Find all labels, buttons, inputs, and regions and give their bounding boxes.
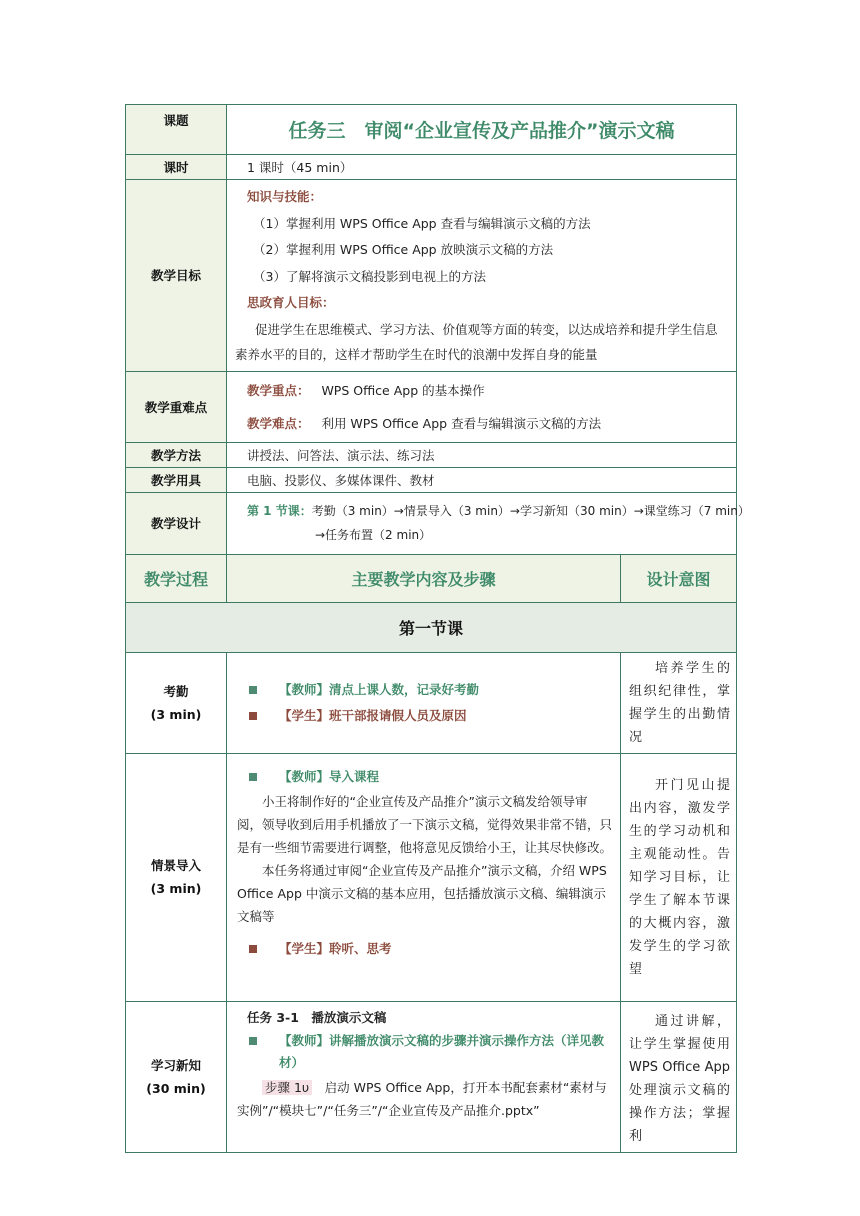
step-text: 启动 WPS Office App，打开本书配套素材“素材与实例”/“模块七”/“任务三”/“企业宣传及产品推介.pptx” bbox=[237, 1079, 607, 1118]
learn-row bbox=[126, 1001, 737, 1152]
knowledge-item: （2）掌握利用 WPS Office App 放映演示文稿的方法 bbox=[253, 242, 554, 257]
column-header-row bbox=[126, 554, 737, 602]
knowledge-heading: 知识与技能： bbox=[247, 189, 323, 204]
intro-row bbox=[126, 753, 737, 1001]
intro-content bbox=[227, 753, 621, 1001]
design-row bbox=[126, 492, 737, 554]
learn-teacher: 【教师】讲解播放演示文稿的步骤并演示操作方法（详见教材） bbox=[279, 1032, 605, 1070]
attendance-label: 考勤 bbox=[163, 683, 189, 699]
ideology-heading: 思政育人目标： bbox=[247, 295, 335, 310]
intro-paragraph-2: 本任务将通过审阅“企业宣传及产品推介”演示文稿，介绍 WPS Office App 中演示文稿的基本应用，包括播放演示文稿、编辑演示文稿等 bbox=[237, 862, 607, 924]
key-points-content bbox=[227, 371, 737, 442]
attendance-time: (3 min) bbox=[150, 706, 202, 722]
design-label: 教学设计 bbox=[126, 492, 227, 554]
attendance-row bbox=[126, 652, 737, 753]
ideology-text: 促进学生在思维模式、学习方法、价值观等方面的转变，以达成培养和提升学生信息素养水平的目的，这样才帮助学生在时代的浪潮中发挥自身的能量 bbox=[235, 321, 718, 362]
intro-intent: 开门见山提出内容，激发学生的学习动机和主观能动性。告知学习目标，让学生了解本节课的大概内容，激发学生的学习欲望 bbox=[621, 753, 737, 1001]
title-label: 课题 bbox=[126, 105, 227, 155]
learn-label-cell bbox=[126, 1001, 227, 1152]
lesson-plan-page bbox=[125, 104, 750, 1153]
intro-teacher: 【教师】导入课程 bbox=[279, 768, 380, 784]
key-point-label: 教学重点： bbox=[247, 382, 310, 398]
objectives-label: 教学目标 bbox=[126, 180, 227, 372]
design-line-2: →任务布置（2 min） bbox=[315, 528, 432, 542]
intro-time: (3 min) bbox=[150, 881, 202, 896]
knowledge-item: （1）掌握利用 WPS Office App 查看与编辑演示文稿的方法 bbox=[253, 215, 591, 231]
attendance-content bbox=[227, 652, 621, 753]
methods-row bbox=[126, 442, 737, 467]
hours-label: 课时 bbox=[126, 155, 227, 180]
difficult-point-text: 利用 WPS Office App 查看与编辑演示文稿的方法 bbox=[321, 415, 602, 431]
lesson-label: 第 1 节课： bbox=[247, 504, 312, 518]
square-bullet-icon bbox=[249, 712, 257, 720]
difficult-point-label: 教学难点： bbox=[247, 415, 310, 431]
design-content bbox=[227, 492, 750, 554]
learn-intent: 通过讲解，让学生掌握使用 WPS Office App 处理演示文稿的操作方法；掌握利 bbox=[621, 1001, 737, 1152]
hours-value: 1 课时（45 min） bbox=[227, 155, 737, 180]
step-badge: 步骤 1υ bbox=[262, 1080, 312, 1095]
objectives-row bbox=[126, 180, 737, 372]
intro-paragraph: 小王将制作好的“企业宣传及产品推介”演示文稿发给领导审阅，领导收到后用手机播放了一下演示文稿，觉得效果非常不错，只是有一些细节需要进行调整，他将意见反馈给小王，让其尽快修改。 bbox=[237, 793, 613, 855]
square-bullet-icon bbox=[249, 686, 257, 694]
attendance-student: 【学生】班干部报请假人员及原因 bbox=[279, 707, 467, 723]
lesson-plan-table bbox=[125, 104, 750, 1153]
square-bullet-icon bbox=[249, 773, 257, 781]
key-points-row bbox=[126, 371, 737, 442]
intro-label: 情景导入 bbox=[150, 858, 201, 873]
attendance-teacher: 【教师】清点上课人数，记录好考勤 bbox=[279, 681, 480, 697]
attendance-label-cell bbox=[126, 652, 227, 753]
knowledge-item: （3）了解将演示文稿投影到电视上的方法 bbox=[253, 268, 486, 284]
intro-label-cell bbox=[126, 753, 227, 1001]
title-row bbox=[126, 105, 737, 155]
tools-label: 教学用具 bbox=[126, 467, 227, 492]
page-title: 任务三 审阅“企业宣传及产品推介”演示文稿 bbox=[227, 105, 737, 155]
tools-value: 电脑、投影仪、多媒体课件、教材 bbox=[227, 467, 737, 492]
column-intent: 设计意图 bbox=[621, 554, 737, 602]
attendance-intent: 培养学生的组织纪律性，掌握学生的出勤情况 bbox=[621, 652, 737, 753]
key-points-label: 教学重难点 bbox=[126, 371, 227, 442]
learn-content bbox=[227, 1001, 621, 1152]
intro-student: 【学生】聆听、思考 bbox=[279, 940, 392, 956]
design-line: 考勤（3 min）→情景导入（3 min）→学习新知（30 min）→课堂练习（7 min） bbox=[311, 504, 750, 518]
methods-label: 教学方法 bbox=[126, 442, 227, 467]
section-title: 第一节课 bbox=[126, 602, 737, 652]
column-content: 主要教学内容及步骤 bbox=[227, 554, 621, 602]
tools-row bbox=[126, 467, 737, 492]
learn-label: 学习新知 bbox=[150, 1057, 201, 1073]
methods-value: 讲授法、问答法、演示法、练习法 bbox=[227, 442, 737, 467]
learn-time: (30 min) bbox=[146, 1080, 206, 1096]
learn-task-title: 任务 3-1 播放演示文稿 bbox=[247, 1009, 387, 1025]
objectives-content bbox=[227, 180, 737, 372]
hours-row bbox=[126, 155, 737, 180]
square-bullet-icon bbox=[249, 945, 257, 953]
section-row bbox=[126, 602, 737, 652]
square-bullet-icon bbox=[249, 1037, 257, 1045]
column-process: 教学过程 bbox=[126, 554, 227, 602]
key-point-text: WPS Office App 的基本操作 bbox=[321, 382, 485, 398]
